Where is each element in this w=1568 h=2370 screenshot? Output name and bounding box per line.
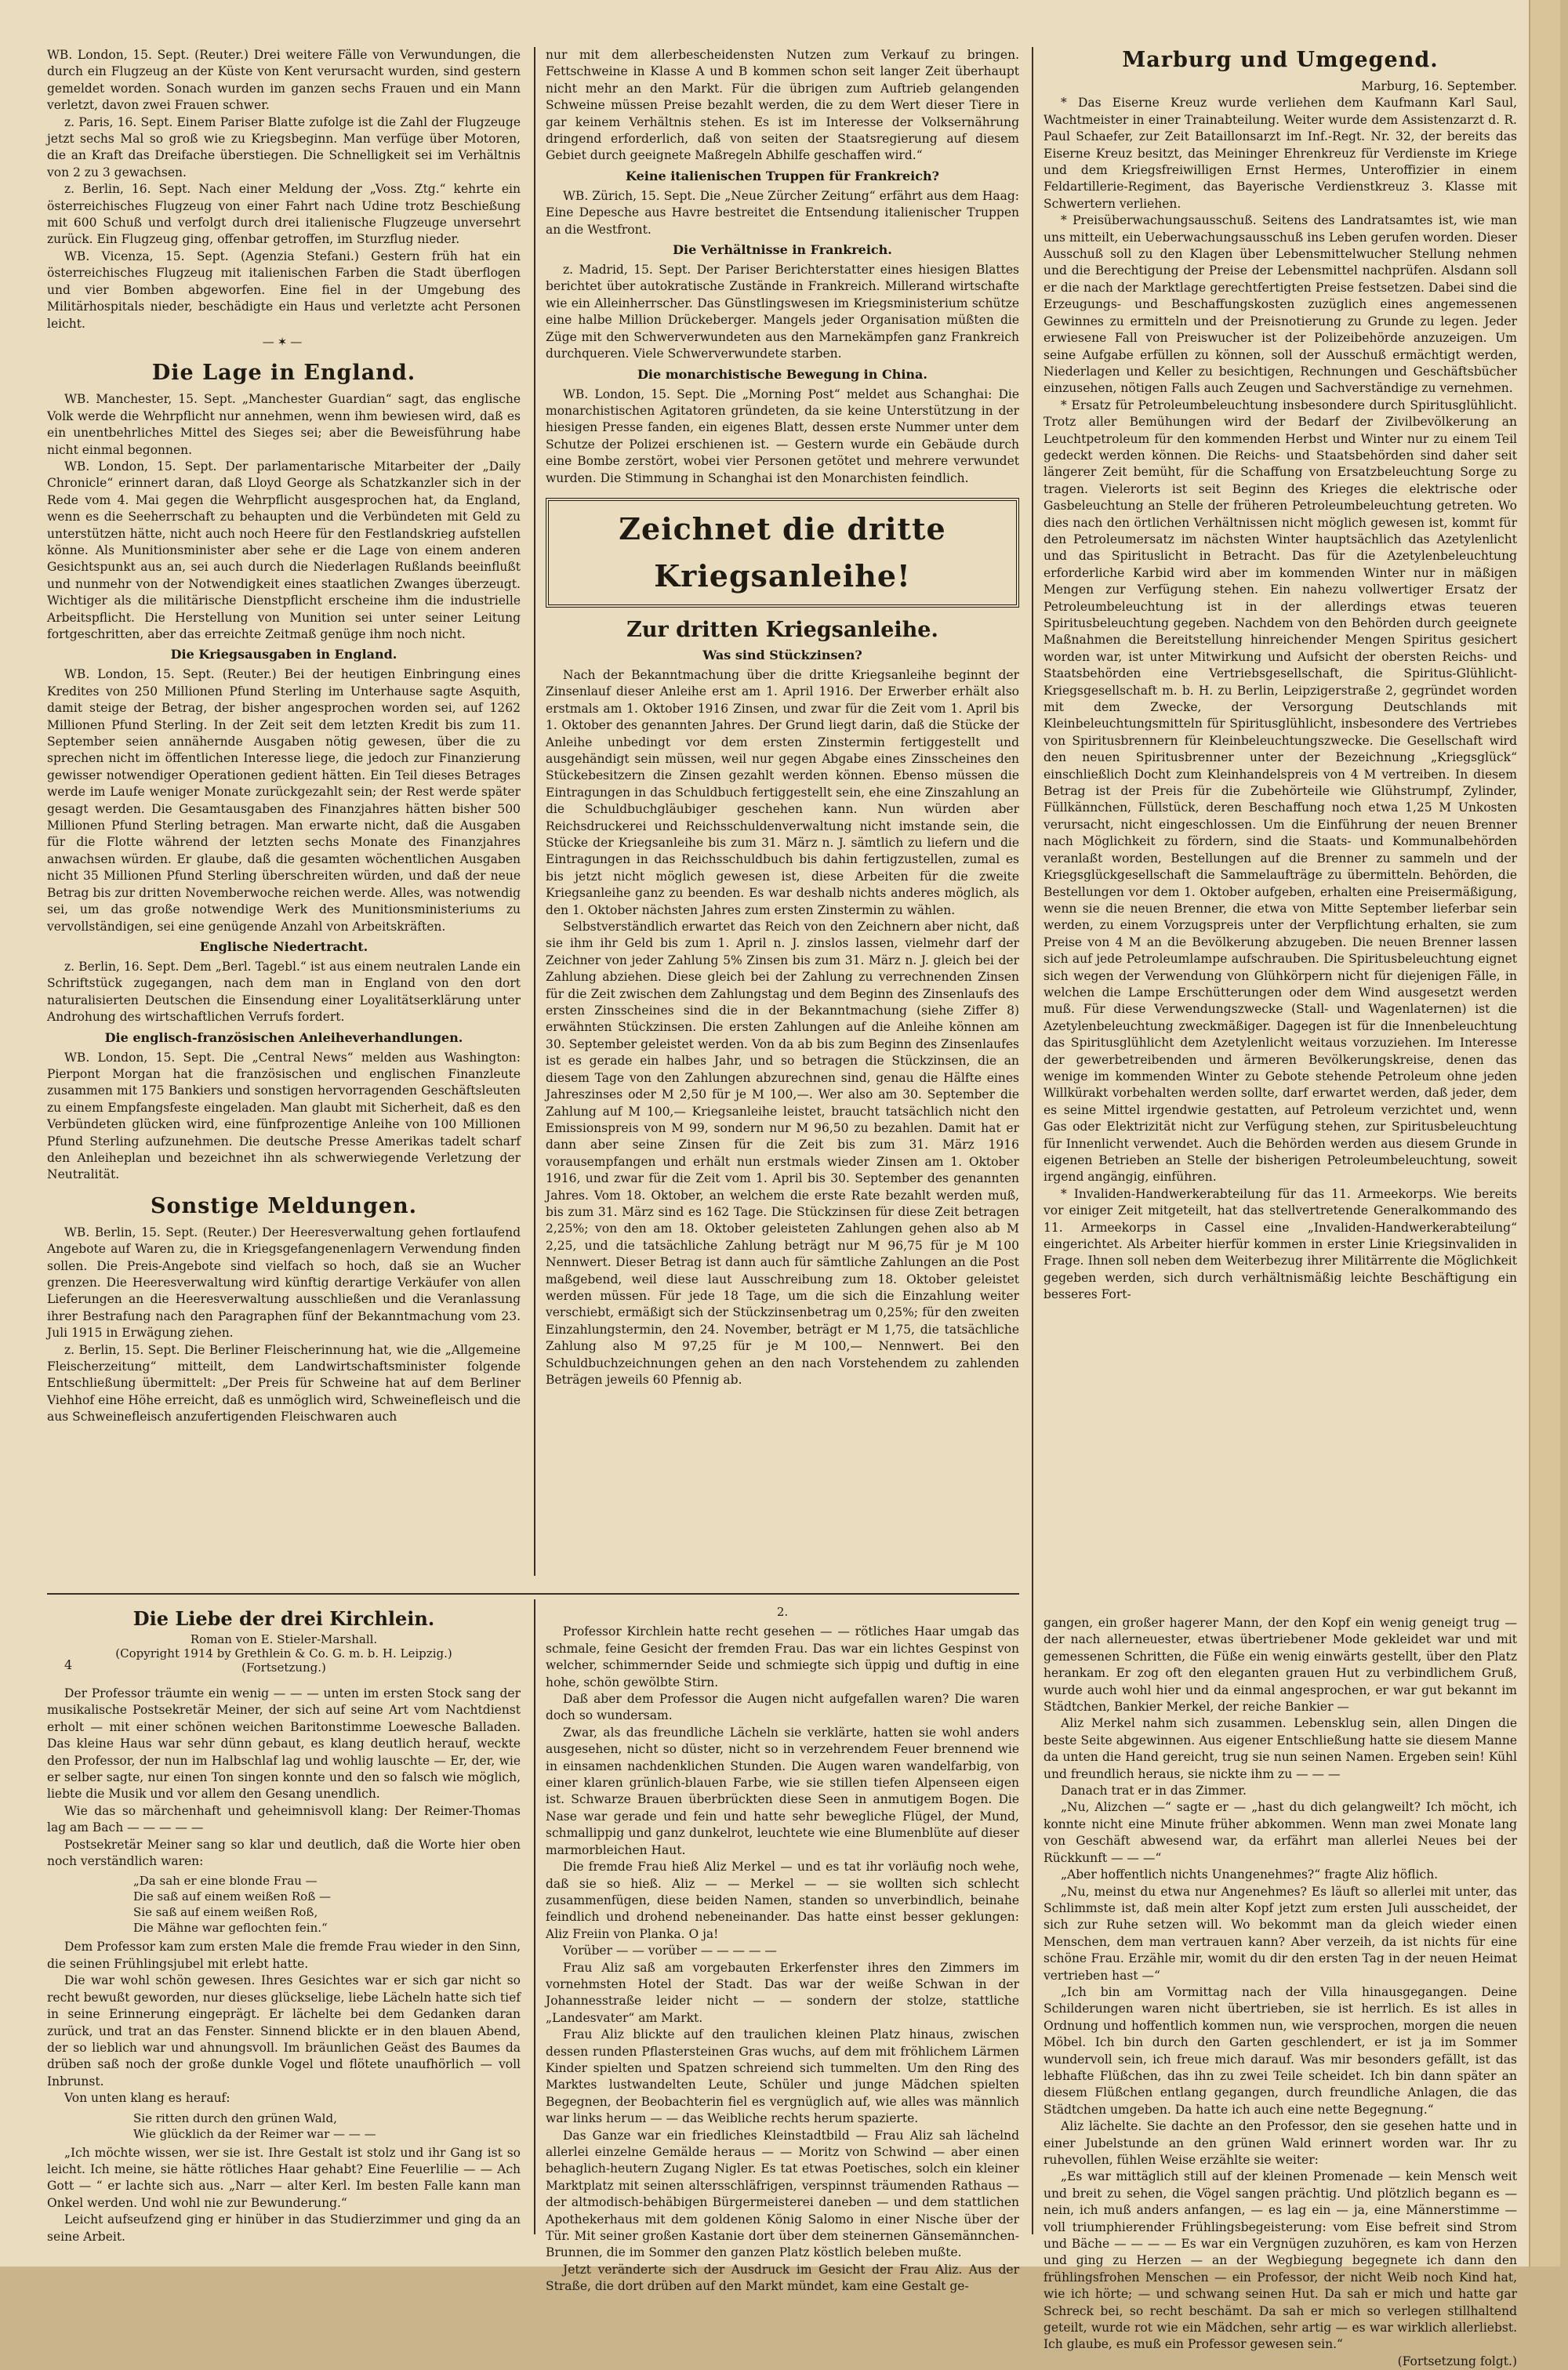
novel-a5: Die war wohl schön gewesen. Ihres Gesichtes war er sich gar nicht so recht bewußt geworden, nur dieses glückselige, liebe Lächeln hatte sich tief in seine Erinnerung eingeprägt. Er lächelte bei dem Gedanken daran zurück, und trat an das Fenster. Sinnend blickte er in den blauen Abend, der so lieblich war und ahnungsvoll. Im bräunlichen Geäst des Baumes da drüben saß noch der große dunkle Vogel und flötete unaufhörlich — voll Inbrunst. bbox=[47, 1973, 521, 2089]
article-kriegsanleihe-2: Selbstverständlich erwartet das Reich von den Zeichnern aber nicht, daß sie ihm ihr Geld bis zum 1. April n. J. zinslos lassen, vielmehr darf der Zeichner von jeder Zahlung 5% Zinsen bis zum 31. März n. J. gleich bei der Zahlung abziehen. Diese gleich bei der Zahlung zu verrechnenden Zinsen für die Zeit zwischen dem Zahlungstag und dem Beginn des Zinsenlaufs des ersten Zinsscheines sind die in der Bekanntmachung (siehe Ziffer 8) erwähnten Stückzinsen. Die ersten Zahlungen auf die Anleihe können am 30. September geleistet werden. Von da ab bis zum Beginn des Zinsenlaufes ist es gerade ein halbes Jahr, und so betragen die Stückzinsen, die an diesem Tage von den Zahlungen abzurechnen sind, genau die Hälfte eines Jahreszinses oder M 2,50 für je M 100,—. Wer also am 30. September die Zahlung auf M 100,— Kriegsanleihe leistet, braucht tatsächlich nicht den Emissionspreis von M 99, sondern nur M 96,50 zu bezahlen. Damit hat er dann aber seine Zinsen für die Zeit bis zum 31. März 1916 vorausempfangen und erhält nun erstmals wieder Zinsen am 1. Oktober 1916, und zwar für die Zeit vom 1. April bis 30. September des genannten Jahres. Vom 18. Oktober, an welchem die erste Rate bezahlt werden muß, bis zum 31. März sind es 162 Tage. Die Stückzinsen für diese Zeit betragen 2,25%; von den am 18. Oktober geleisteten Zahlungen gehen also ab M 2,25, und die tatsächliche Zahlung beträgt nur M 96,75 für je M 100 Nennwert. Dieser Betrag ist dann auch für sämtliche Zahlungen an die Post maßgebend, weil diese laut Ausschreibung zum 18. Oktober geleistet werden müssen. Für jede 18 Tage, um die sich die Einzahlung weiter verschiebt, ermäßigt sich der Stückzinsenbetrag um 0,25%; für den zweiten Einzahlungstermin, den 24. November, beträgt er M 1,75, die tatsächliche Zahlung also M 97,25 für je M 100,— Nennwert. Bei den Schuldbuchzeichnungen gehen an den nach Vorstehendem zu zahlenden Beträgen jeweils 60 Pfennig ab. bbox=[546, 920, 1019, 1387]
news-berlin-udine: z. Berlin, 16. Sept. Nach einer Meldung der „Voss. Ztg.“ kehrte ein österreichisches Flugzeug von einer Fahrt nach Udine trotz Beschießung mit 600 Schuß und verfolgt durch drei italienische Flugzeuge unversehrt zurück. Ein Flugzeug ging, offenbar getroffen, im Sturzflug nieder. bbox=[47, 182, 521, 247]
column-news-2 bbox=[546, 47, 1019, 1576]
novel-a4: Dem Professor kam zum ersten Male die fremde Frau wieder in den Sinn, die seinen Frühlingsjubel mit erlebt hatte. bbox=[47, 1940, 521, 1971]
column-news-1 bbox=[47, 47, 521, 1631]
news-manchester: WB. Manchester, 15. Sept. „Manchester Guardian“ sagt, das englische Volk werde die Wehrpflicht nur annehmen, wenn ihm bewiesen wird, daß es ein unentbehrliches Mittel des Sieges sei; aber die Beweisführung habe nicht einmal begonnen. bbox=[47, 392, 521, 457]
local-invaliden-handwerker: * Invaliden-Handwerkerabteilung für das 11. Armeekorps. Wie bereits vor einiger Zeit mitgeteilt, hat das stellvertretende Generalkommando des 11. Armeekorps in Cassel eine „Invaliden-Handwerkerabteilung“ eingerichtet. Als Arbeiter hierfür kommen in erster Linie Kriegsinvaliden in Frage. Ihnen soll neben dem Weiterbezug ihrer Militärrente die Möglichkeit gegeben werden, sich durch verhältnismäßig leichte Beschäftigung ein besseres Fort- bbox=[1044, 1186, 1517, 1302]
novel-b2: Daß aber dem Professor die Augen nicht aufgefallen waren? Die waren doch so wundersam. bbox=[546, 1692, 1019, 1723]
news-berlin-fleischerinnung: z. Berlin, 15. Sept. Die Berliner Fleischerinnung hat, wie die „Allgemeine Fleischerzeitung“ mitteilt, dem Landwirtschaftsminister folgende Entschließung übermittelt: „Der Preis für Schweine hat auf dem Berliner Viehhof eine Höhe erreicht, daß es unmöglich wird, Schweinefleisch und die aus Schweinefleisch anzufertigenden Fleischwaren auch bbox=[47, 1342, 521, 1425]
dateline-marburg: Marburg, 16. September. bbox=[1361, 79, 1517, 93]
novel-b7: Frau Aliz blickte auf den traulichen kleinen Platz hinaus, zwischen dessen runden Pflastersteinen Gras wuchs, auf dem mit fröhlichem Lärmen Kinder spielten und Spatzen schreiend sich tummelten. Um den Ring des Marktes lustwandelten Leute, Schüler und junge Mädchen spielten Begegnen, der Beobachterin fiel es vergnüglich auf, wie alles was männlich war links herum — — das Weibliche rechts herum spazierte. bbox=[546, 2027, 1019, 2126]
star-divider: —✶— bbox=[262, 334, 306, 349]
novel-column-2 bbox=[546, 1599, 1019, 2294]
column-divider-2 bbox=[1032, 47, 1033, 1639]
verse-line: Sie saß auf einem weißen Roß, bbox=[133, 1905, 318, 1920]
novel-b6: Frau Aliz saß am vorgebauten Erkerfenster ihres den Zimmers im vornehmsten Hotel der Stadt. Das war der weiße Schwan in der Johannesstraße leider nicht — — sondern der stolze, stattliche „Landesvater“ am Markt. bbox=[546, 1960, 1019, 2025]
news-london-asquith: WB. London, 15. Sept. (Reuter.) Bei der heutigen Einbringung eines Kredites von 250 Millionen Pfund Sterling im Unterhause sagte Asquith, damit steige der Betrag, der bisher angesprochen worden sei, auf 1262 Millionen Pfund Sterling. In der Zeit seit dem letzten Kredit bis zum 11. September seien annähernde Ausgaben nötig gewesen, über die zu sprechen nicht im öffentlichen Interesse liege, die jedoch zur Finanzierung gewisser notwendiger Operationen gedient hätten. Ein Teil dieses Betrages werde im Laufe weniger Monate zurückgezahlt sein; der Rest werde später gesagt werden. Die Gesamtausgaben des Finanzjahres hätten bisher 500 Millionen Pfund Sterling betragen. Man erwarte nicht, daß die Ausgaben für die Flotte während der letzten sechs Monate des Finanzjahres anwachsen würden. Er glaube, daß die gesamten wöchentlichen Ausgaben nicht 35 Millionen Pfund Sterling überschreiten würden, und daß der neue Betrag bis zur dritten Novemberwoche reichen werde. Alles, was notwendig sei, um das große notwendige Werk des Munitionsministeriums zu vervollständigen, sei eine genügende Anzahl von Arbeitskräften. bbox=[47, 667, 521, 934]
subheading-china: Die monarchistische Bewegung in China. bbox=[637, 366, 927, 382]
novel-copyright: (Copyright 1914 by Grethlein & Co. G. m. b. H. Leipzig.) bbox=[115, 1646, 452, 1660]
novel-c1: gangen, ein großer hagerer Mann, der den Kopf ein wenig geneigt trug — der nach allerneuester, etwas übertriebener Mode gekleidet war und mit gemessenen Schritten, die Füße ein wenig einwärts gestellt, über den Platz herankam. Er zog oft den eleganten grauen Hut zu verbindlichem Gruß, wurde auch wohl hier und da einmal angesprochen, er war gut bekannt im Städtchen, Bankier Merkel, der reiche Bankier — bbox=[1044, 1616, 1517, 1715]
novel-b1: Professor Kirchlein hatte recht gesehen — — rötliches Haar umgab das schmale, feine Gesicht der fremden Frau. Das war ein lichtes Gespinst von welcher, schimmernder Seide und schmiegte sich üppig und duftig in eine hohe, schön gewölbte Stirn. bbox=[546, 1624, 1019, 1689]
column-local-news bbox=[1044, 47, 1517, 1637]
novel-column-1 bbox=[47, 1686, 521, 2244]
novel-continued: (Fortsetzung.) bbox=[241, 1660, 326, 1675]
novel-a2: Wie das so märchenhaft und geheimnisvoll klang: Der Reimer-Thomas lag am Bach — — — — — bbox=[47, 1803, 521, 1835]
news-madrid: z. Madrid, 15. Sept. Der Pariser Berichterstatter eines hiesigen Blattes berichtet über autokratische Zustände in Frankreich. Millerand wirtschafte wie ein Alleinherrscher. Das Günstlingswesen im Kriegsministerium schütze eine halbe Million Drückeberger. Mangels jeder Organisation müßten die Züge mit den Schwerverwundeten aus den Marnekämpfen ganz Frankreich durchqueren. Viele Schwerverwundete starben. bbox=[546, 263, 1019, 361]
heading-lage-in-england: Die Lage in England. bbox=[151, 361, 416, 386]
novel-b3: Zwar, als das freundliche Lächeln sie verklärte, hatten sie wohl anders ausgesehen, nicht so düster, nicht so in verzehrendem Feuer brennend wie in einsamen nachdenklichen Stunden. Die Augen waren wandelfarbig, von einer klaren grünlich-blauen Farbe, wie sie stillen tiefen Alpenseen eigen ist. Schwarze Brauen überbrückten diese Seen in anmutigem Bogen. Die Nase war gerade und fein und hatte sehr bewegliche Flügel, der Mund, schmallippig und ganz dunkelrot, leuchtete wie eine Blumenblüte auf dieser marmorbleichen Haut. bbox=[546, 1725, 1019, 1857]
verse-line: „Da sah er eine blonde Frau — bbox=[133, 1874, 318, 1889]
local-preisueberwachung: * Preisüberwachungsausschuß. Seitens des Landratsamtes ist, wie man uns mitteilt, ein Ueberwachungsausschuß ins Leben gerufen worden. Dieser Ausschuß soll zu den Klagen über Lebensmittelwucher Stellung nehmen und die Berechtigung der Preise der Lebensmittel nachprüfen. Alsdann soll er die nach der Marktlage gerechtfertigten Preise festsetzen. Dabei sind die Erzeugungs- und Beschaffungskosten zuzüglich eines angemessenen Gewinnes zu ermitteln und der Preisnotierung zu Grunde zu legen. Jeder erwiesene Fall von Preiswucher ist der Polizeibehörde anzuzeigen. Um seine Aufgabe erfüllen zu können, soll der Ausschuß ermächtigt werden, Niederlagen und Keller zu besichtigen, Rechnungen und Geschäftsbücher einzusehen, nötigen Falls auch Zeugen und Sachverständige zu vernehmen. bbox=[1044, 213, 1517, 396]
novel-title: Die Liebe der drei Kirchlein. bbox=[132, 1607, 435, 1630]
novel-divider-1 bbox=[534, 1599, 535, 2234]
verse-line: Die Mähne war geflochten fein.“ bbox=[133, 1921, 328, 1936]
verse-line: Die saß auf einem weißen Roß — bbox=[133, 1889, 331, 1904]
feuilleton-divider bbox=[47, 1593, 1019, 1595]
novel-byline: Roman von E. Stieler-Marshall. bbox=[190, 1632, 378, 1646]
heading-dritte-kriegsanleihe: Zur dritten Kriegsanleihe. bbox=[626, 617, 938, 642]
novel-c7: „Ich bin am Vormittag nach der Villa hinausgegangen. Deine Schilderungen waren nicht übertrieben, sie ist herrlich. Es ist alles in Ordnung und hoffentlich kommen nun, wie versprochen, morgen die neuen Möbel. Ich bin durch den Garten geschlendert, er ist ja im Sommer wundervoll sein, ich freue mich darauf. Was mir besonders gefällt, ist das lebhafte Flüßchen, das ihn zu zwei Teile scheidet. Ich bin dann später an diesem Flüßchen entlang gegangen, durch freundliche Anlagen, die das Städtchen umgeben. Da hatte ich auch eine nette Begegnung.“ bbox=[1044, 1984, 1517, 2117]
subheading-stueckzinsen: Was sind Stückzinsen? bbox=[702, 647, 862, 662]
novel-c5: „Aber hoffentlich nichts Unangenehmes?“ fragte Aliz höflich. bbox=[1061, 1867, 1439, 1882]
novel-divider-2 bbox=[1032, 1599, 1033, 2234]
novel-b4: Die fremde Frau hieß Aliz Merkel — und es tat ihr vorläufig noch wehe, daß sie so hieß. Aliz — — Merkel — — sie wollten sich schlecht zusammenfügen, diese beiden Namen, standen so unverbindlich, beinahe feindlich und drohend nebeneinander. Das hatte einst besser geklungen: Aliz Freiin von Planka. O ja! bbox=[546, 1860, 1019, 1941]
novel-b9: Jetzt veränderte sich der Ausdruck im Gesicht der Frau Aliz. Aus der Straße, die dort drüben auf den Markt mündet, kam eine Gestalt ge- bbox=[546, 2262, 1019, 2294]
novel-c4: „Nu, Alizchen —“ sagte er — „hast du dich gelangweilt? Ich möcht, ich konnte nicht eine Minute früher abkommen. Wenn man zwei Monate lang von Geschäft abwesend war, da erfährt man allerlei Neues bei der Rückkunft — — —“ bbox=[1044, 1800, 1517, 1865]
novel-b8: Das Ganze war ein friedliches Kleinstadtbild — Frau Aliz sah lächelnd allerlei einzelne Gemälde heraus — — Moritz von Schwind — aber einen behaglich-heutern Zugang Nigler. Es tat etwas Poetisches, solch ein kleiner Marktplatz mit seinen altersschläfrigen, verspinnst träumenden Rathaus — der altmodisch-behäbigen Bürgermeisterei daneben — und dem stattlichen Apothekerhaus mit dem goldenen König Salomo in einer Nische über der Tür. Mit seiner großen Kastanie dort über dem steinernen Gänsemännchen-Brunnen, die im Sommer den ganzen Platz köstlich beleben mußte. bbox=[546, 2128, 1019, 2260]
local-petroleum-ersatz: * Ersatz für Petroleumbeleuchtung insbesondere durch Spiritusglühlicht. Trotz aller Bemühungen wird der Bedarf der Zivilbevölkerung an Leuchtpetroleum für den kommenden Herbst und Winter nur zu einem Teil gedeckt werden können. Die Reichs- und Staatsbehörden sind daher seit längerer Zeit bemüht, für die Schaffung von Ersatzbeleuchtung Sorge zu tragen. Vielerorts ist seit Beginn des Krieges die elektrische oder Gasbeleuchtung an Stelle der früheren Petroleumbeleuchtung getreten. Wo dies nach den örtlichen Verhältnissen nicht möglich gewesen ist, kommt für den Petroleumersatz im nächsten Winter hauptsächlich das Azetylenlicht und das Spirituslicht in Betracht. Das für die Azetylenbeleuchtung erforderliche Karbid wird aber im kommenden Winter nur in mäßigen Mengen zur Verfügung stehen. Ein nahezu vollwertiger Ersatz der Petroleumbeleuchtung ist in der allerdings etwas teueren Spiritusbeleuchtung gegeben. Nachdem von den Behörden durch geeignete Maßnahmen die Bereitstellung hinreichender Mengen Spiritus gesichert worden war, ist unter Mitwirkung und Aufsicht der obersten Reichs- und Staatsbehörden eine Vertriebsgesellschaft, die Spiritus-Glühlicht-Kriegsgesellschaft m. b. H. zu Berlin, Leipzigerstraße 2, gegründet worden mit dem Zwecke, der Versorgung Deutschlands mit Kleinbeleuchtungsmitteln für Spiritusglühlicht, insbesondere des Vertriebes von Spiritusbrennern für Kleinbeleuchtungszwecke. Die Gesellschaft wird den neuen Spiritusbrenner unter der Bezeichnung „Kriegsglück“ einschließlich Docht zum Kleinhandelspreis von 4 M vertreiben. In diesem Betrag ist der Preis für die Zubehörteile wie Glühstrumpf, Zylinder, Füllkännchen, Füllstück, deren Beschaffung noch etwa 1,25 M Unkosten verursacht, nicht eingeschlossen. Um die Einführung der neuen Brenner nach Möglichkeit zu fördern, sind die Staats- und Kommunalbehörden veranlaßt worden, Bestellungen auf die Brenner zu sammeln und der Kriegsglückgesellschaft die Sammelaufträge zu übermitteln. Behörden, die Bestellungen vor dem 1. Oktober aufgeben, erhalten eine Preisermäßigung, wenn sie die neuen Brenner, die etwa von Mitte September lieferbar sein werden, zu einem Vorzugspreis unter der Verpflichtung erhalten, sie zum Preise von 4 M an die Bevölkerung abzugeben. Die neuen Brenner lassen sich auf jede Petroleumlampe aufschrauben. Die Spiritusbeleuchtung eignet sich wegen der Verwendung von Glühkörpern nicht für diejenigen Fälle, in welchen die Lampe Erschütterungen oder dem Wind ausgesetzt werden muß. Für diese Verwendungszwecke (Stall- und Wagenlaternen) ist die Azetylenbeleuchtung zweckmäßiger. Dagegen ist für die Innenbeleuchtung das Spiritusglühlicht dem Azetylenlicht weitaus vorzuziehen. Im Interesse der gewerbetreibenden und ärmeren Bevölkerungskreise, denen das wenige im kommenden Winter zu Gebote stehende Petroleum ohne jeden Willkürakt vorbehalten werden sollte, darf erwartet werden, daß jeder, dem es seine Mittel irgendwie gestatten, auf Petroleum verzichtet und, wenn Gas oder Elektrizität nicht zur Verfügung stehen, zur Spiritusbeleuchtung für Innenlicht verwendet. Auch die Behörden werden aus diesem Grunde in eigenen Betrieben an Stelle der bisherigen Petroleumbeleuchtung, soweit irgend angängig, einführen. bbox=[1044, 397, 1517, 1185]
verse-line: Sie ritten durch den grünen Wald, bbox=[133, 2110, 337, 2125]
novel-column-3 bbox=[1044, 1615, 1517, 2368]
local-eisernes-kreuz: * Das Eiserne Kreuz wurde verliehen dem Kaufmann Karl Saul, Wachtmeister in einer Trainabteilung. Weiter wurde dem Assistenzarzt d. R. Paul Schaefer, zur Zeit Bataillonsarzt im Inf.-Regt. Nr. 32, der bereits das Eiserne Kreuz besitzt, das Meininger Ehrenkreuz für Verdienste im Kriege und dem Kriegsfreiwilligen Ernst Hermes, Unteroffizier in einem Feldartillerie-Regiment, das Bayerische Verdienstkreuz 3. Klasse mit Schwertern verliehen. bbox=[1044, 96, 1517, 211]
news-london-central-news: WB. London, 15. Sept. Die „Central News“ melden aus Washington: Pierpont Morgan hat die französischen und englischen Finanzleute zusammen mit 175 Bankiers und sonstigen hervorragenden Geschäftsleuten zu einem Empfangsfeste eingeladen. Man glaubt mit Sicherheit, daß es den Verbündeten glücken wird, eine fünfprozentige Anleihe von 100 Millionen Pfund Sterling aufzunehmen. Die deutsche Presse Amerikas tadelt scharf den Anleiheplan und bezeichnet ihn als schwerwiegende Verletzung der Neutralität. bbox=[47, 1050, 521, 1182]
novel-c8: Aliz lächelte. Sie dachte an den Professor, den sie gesehen hatte und in einer Jubelstunde an den grünen Wald erinnert worden war. Ihr zu ruhevollen, fühlen Weise erzählte sie weiter: bbox=[1044, 2119, 1517, 2167]
column-divider-1 bbox=[534, 47, 535, 1576]
heading-marburg: Marburg und Umgegend. bbox=[1122, 48, 1439, 72]
news-fleisch-continued: nur mit dem allerbescheidensten Nutzen zum Verkauf zu bringen. Fettschweine in Klasse A und B kommen schon seit langer Zeit überhaupt nicht mehr an den Markt. Für die übrigen zum Auftrieb gelangenden Schweine müssen Preise bezahlt werden, die zu dem Wert dieser Tiere in gar keinem Verhältnis stehen. Es ist im Interesse der Volksernährung dringend erforderlich, daß von seiten der Staatsregierung auf diesem Gebiet durch geeignete Maßregeln Abhilfe geschaffen wird.“ bbox=[546, 48, 1019, 163]
news-paris-flugzeuge: z. Paris, 16. Sept. Einem Pariser Blatte zufolge ist die Zahl der Flugzeuge jetzt sechs Mal so groß wie zu Kriegsbeginn. Man verfüge über Motoren, die an Kraft das Dreifache überstiegen. Die Schnelligkeit sei im Verhältnis von 2 zu 3 gewachsen. bbox=[47, 114, 521, 180]
novel-a8: Leicht aufseufzend ging er hinüber in das Studierzimmer und ging da an seine Arbeit. bbox=[47, 2212, 521, 2244]
news-berlin-loyalitaet: z. Berlin, 16. Sept. Dem „Berl. Tagebl.“ ist aus einem neutralen Lande ein Schriftstück zugegangen, nach dem man in England von den dort naturalisierten Deutschen die Einsendung einer Loyalitätserklärung unter Androhung des wirtschaftlichen Verrufs fordert. bbox=[47, 959, 521, 1025]
novel-part-number: 2. bbox=[776, 1605, 789, 1619]
subheading-anleiheverhandlungen: Die englisch-französischen Anleiheverhandlungen. bbox=[104, 1029, 463, 1045]
novel-c9: „Es war mittäglich still auf der kleinen Promenade — kein Mensch weit und breit zu sehen, die Vögel sangen prächtig. Und plötzlich begann es — nein, ich muß anders anfangen, — es lag ein — ja, eine Männerstimme — voll triumphierender Frühlingsbegeisterung: vom Eise befreit sind Strom und Bäche — — — — Es war ein Vergnügen zuzuhören, es kam von Herzen und ging zu Herzen — an der Wegbiegung begegnete ich dann den frühlingsfrohen Menschen — ein Professor, der nicht Weib noch Kind hat, wie ich hörte; — und schwang seinen Hut. Da sah er mich und hatte gar Schreck bei, so recht beschämt. Da sah er mich so verlegen stillhaltend geteilt, wurde rot wie ein Mädchen, sehr artig — es war wirklich allerliebst. Ich glaube, es muß ein Professor gewesen sein.“ bbox=[1044, 2169, 1517, 2352]
novel-to-be-continued: (Fortsetzung folgt.) bbox=[1397, 2354, 1517, 2368]
novel-a1: Der Professor träumte ein wenig — — — unten im ersten Stock sang der musikalische Postsekretär Meiner, der sich auf seine Art vom Nachtdienst erholt — mit einer schönen weichen Baritonstimme Loewesche Balladen. Das kleine Haus war sehr dünn gebaut, es klang deutlich herauf, weckte den Professor, der nun im Halbschlaf lag und wohlig lauschte — Er, der, wie er selber sagte, nur einen Ton singen konnte und den so falsch wie möglich, liebte die Musik und vor allem den Gesang unendlich. bbox=[47, 1686, 521, 1802]
war-loan-banner: Zeichnet die dritte Kriegsanleihe! bbox=[546, 498, 1019, 608]
news-vicenza: WB. Vicenza, 15. Sept. (Agenzia Stefani.) Gestern früh hat ein österreichisches Flugzeug mit italienischen Farben die Stadt überflogen und vier Bomben abgeworfen. Eine fiel in der Umgebung des Militärhospitals nieder, beschädigte ein Haus und verletzte acht Personen leicht. bbox=[47, 249, 521, 331]
subheading-frankreich: Die Verhältnisse in Frankreich. bbox=[673, 242, 892, 258]
heading-sonstige-meldungen: Sonstige Meldungen. bbox=[150, 1193, 418, 1218]
novel-a6: Von unten klang es herauf: bbox=[64, 2091, 230, 2106]
news-london-daily-chronicle: WB. London, 15. Sept. Der parlamentarische Mitarbeiter der „Daily Chronicle“ erinnert daran, daß Lloyd George als Schatzkanzler sich in der Rede vom 4. Mai gegen die Wehrpflicht ausgesprochen hat, da England, wenn es die Seeherrschaft zu behaupten und die Verbündeten mit Geld zu unterstützen hätte, nicht auch noch Heere für den Festlandskrieg aufstellen könne. Als Munitionsminister aber sehe er die Lage von einem anderen Gesichtspunkt aus an, sei auch durch die Niederlagen Rußlands beeinflußt und nunmehr von der Notwendigkeit eines staatlichen Zwanges überzeugt. Wichtiger als die militärische Dienstpflicht erscheine ihm die industrielle Arbeitspflicht. Die Herstellung von Munition sei unter seiner Leitung fortgeschritten, aber das erreichte Zeitmaß genüge ihm noch nicht. bbox=[47, 459, 521, 641]
verse-2 bbox=[47, 2110, 521, 2142]
novel-c6: „Nu, meinst du etwa nur Angenehmes? Es läuft so allerlei mit unter, das Schlimmste ist, daß mein alter Kopf jetzt zum ersten Juli ausscheidet, der sich zur Ruhe setzen will. Wo bekommt man da gleich wieder einen Menschen, dem man vertrauen kann? Aber verzeih, da ist nichts für eine schöne Frau. Erzähle mir, womit du dir den ersten Tag in der neuen Heimat vertrieben hast —“ bbox=[1044, 1884, 1517, 1983]
subheading-niedertracht: Englische Niedertracht. bbox=[199, 938, 368, 954]
novel-header bbox=[47, 1601, 521, 1675]
subheading-kriegsausgaben: Die Kriegsausgaben in England. bbox=[170, 647, 397, 662]
news-london-flugzeug: WB. London, 15. Sept. (Reuter.) Drei weitere Fälle von Verwundungen, die durch ein Flugzeug an der Küste von Kent verursacht wurden, sind gestern gemeldet worden. Sonach wurden im ganzen sechs Frauen und ein Mann verletzt, davon zwei Frauen schwer. bbox=[47, 48, 521, 113]
novel-c2: Aliz Merkel nahm sich zusammen. Lebensklug sein, allen Dingen die beste Seite abgewinnen. Aus eigener Entschließung hatte sie diesem Manne da unten die Hand gereicht, trug sie nun seinen Namen. Ergeben sein! Kühl und freundlich heraus, sie nickte ihm zu — — — bbox=[1044, 1716, 1517, 1781]
news-berlin-heeresverwaltung: WB. Berlin, 15. Sept. (Reuter.) Der Heeresverwaltung gehen fortlaufend Angebote auf Waren zu, die in Kriegsgefangenenlagern Verwendung finden sollen. Die Preis-Angebote sind vielfach so hoch, daß sie an Wucher grenzen. Die Heeresverwaltung wird künftig derartige Verkäufer von allen Lieferungen an die Heeresverwaltung ausschließen und die Veranlassung ihrer Bestrafung nach den Paragraphen fünf der Bekanntmachung vom 23. Juli 1915 in Erwägung ziehen. bbox=[47, 1225, 521, 1341]
verse-1 bbox=[47, 1873, 521, 1936]
novel-b5: Vorüber — — vorüber — — — — — bbox=[563, 1944, 777, 1958]
article-kriegsanleihe-1: Nach der Bekanntmachung über die dritte Kriegsanleihe beginnt der Zinsenlauf dieser Anleihe erst am 1. April 1916. Der Erwerber erhält also erstmals am 1. Oktober 1916 Zinsen, und zwar für die Zeit vom 1. April bis 1. Oktober des genannten Jahres. Der Grund liegt darin, daß die Stücke der Anleihe unbedingt vor dem ersten Zinstermin fertiggestellt und ausgehändigt sein müssen, weil nur gegen Abgabe eines Zinsscheines den Stückebesitzern die Zinsen gezahlt werden können. Ebenso müssen die Eintragungen in das Schuldbuch fertiggestellt sein, ehe eine Zinszahlung an die Schuldbuchgläubiger geschehen kann. Nun würden aber Reichsdruckerei und Reichsschuldenverwaltung nicht imstande sein, die Stücke der Kriegsanleihe bis zum 31. März n. J. sämtlich zu liefern und die Eintragungen in das Reichsschuldbuch bis dahin fertigzustellen, zumal es bis jetzt nicht möglich gewesen ist, diese Arbeiten für die zweite Kriegsanleihe ganz zu beenden. Es war deshalb nichts anderes möglich, als den 1. Oktober nächsten Jahres zum ersten Zinstermin zu wählen. bbox=[546, 667, 1019, 917]
novel-c3: Danach trat er in das Zimmer. bbox=[1061, 1784, 1247, 1798]
news-zuerich: WB. Zürich, 15. Sept. Die „Neue Zürcher Zeitung“ erfährt aus dem Haag: Eine Depesche aus Havre bestreitet die Entsendung italienischer Truppen an die Westfront. bbox=[546, 188, 1019, 237]
novel-a3: Postsekretär Meiner sang so klar und deutlich, daß die Worte hier oben noch verständlich waren: bbox=[47, 1837, 521, 1869]
subheading-italienische-truppen: Keine italienischen Truppen für Frankreich? bbox=[626, 168, 939, 183]
verse-line: Wie glücklich da der Reimer war — — — bbox=[133, 2126, 376, 2141]
page-number: 4 bbox=[64, 1657, 73, 1672]
news-london-schanghai: WB. London, 15. Sept. Die „Morning Post“ meldet aus Schanghai: Die monarchistischen Agitatoren gründeten, da sie keine Unterstützung in der hiesigen Presse fanden, ein eigenes Blatt, dessen erste Nummer unter dem Schutze der Polizei erschienen ist. — Gestern wurde ein Gebäude durch eine Bombe zerstört, wobei vier Personen getötet und mehrere verwundet wurden. Die Stimmung in Schanghai ist den Monarchisten feindlich. bbox=[546, 387, 1019, 485]
novel-a7: „Ich möchte wissen, wer sie ist. Ihre Gestalt ist stolz und ihr Gang ist so leicht. Ich meine, sie hätte rötliches Haar gehabt? Eine Feuerlilie — — Ach Gott — “ er lachte sich aus. „Narr — alter Kerl. Im besten Falle kann man Onkel werden. Und wohl nie zur Bewunderung.“ bbox=[47, 2145, 521, 2210]
adjacent-page-edge bbox=[1529, 0, 1560, 2267]
